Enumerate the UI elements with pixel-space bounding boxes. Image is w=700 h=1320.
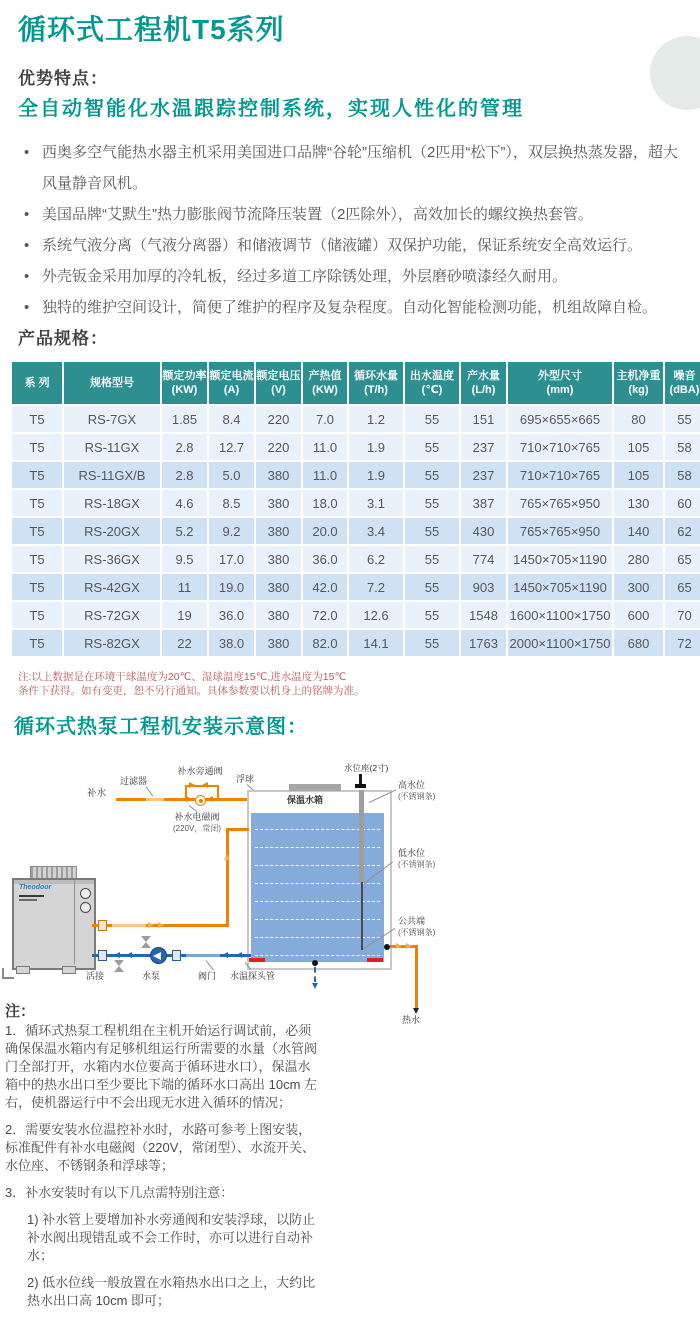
table-cell: 1.9 (349, 434, 403, 460)
table-cell: 710×710×765 (508, 434, 612, 460)
table-cell: 55 (405, 574, 459, 600)
diagram-label-float-ball: 浮球 (236, 774, 255, 784)
table-cell: T5 (12, 546, 62, 572)
corner-decoration (650, 36, 700, 110)
table-cell: 55 (665, 406, 700, 432)
solenoid-valve-icon (195, 795, 206, 806)
table-cell: 1450×705×1190 (508, 574, 612, 600)
table-cell: 11.0 (303, 434, 347, 460)
table-cell: T5 (12, 574, 62, 600)
table-header-cell: 外型尺寸 (mm) (508, 362, 612, 404)
table-cell: 7.2 (349, 574, 403, 600)
diagram-label-valve: 阀门 (198, 971, 217, 981)
table-cell: T5 (12, 630, 62, 656)
table-cell: RS-11GX/B (64, 462, 160, 488)
table-cell: 8.5 (209, 490, 254, 516)
table-cell: 765×765×950 (508, 490, 612, 516)
table-cell: 5.2 (162, 518, 207, 544)
tank-lid (289, 784, 341, 791)
table-header-cell: 系 列 (12, 362, 62, 404)
table-cell: 82.0 (303, 630, 347, 656)
table-cell: RS-42GX (64, 574, 160, 600)
solenoid-leader-line (189, 805, 197, 812)
supply-pipe-top (229, 828, 249, 831)
diagram-label-tank: 保温水箱 (287, 795, 324, 805)
footnote-line-2: 条件下获得。如有变更，恕不另行通知。具体参数要以机身上的铭牌为准。 (18, 684, 365, 697)
features-heading: 优势特点： (18, 69, 108, 88)
table-cell: 6.2 (349, 546, 403, 572)
table-cell: RS-72GX (64, 602, 160, 628)
table-cell: 1548 (461, 602, 506, 628)
valve-leader-line (206, 960, 214, 970)
table-cell: 55 (405, 434, 459, 460)
drain-arrow-icon (312, 983, 318, 989)
level-seat-cap (355, 784, 366, 788)
logo-subtext (19, 895, 44, 897)
table-cell: RS-20GX (64, 518, 160, 544)
filter-leader-line (146, 786, 154, 796)
table-cell: 430 (461, 518, 506, 544)
level-probe-tube (359, 790, 364, 882)
table-cell: 1.2 (349, 406, 403, 432)
table-cell: 903 (461, 574, 506, 600)
spec-table-body (12, 406, 700, 656)
table-cell: T5 (12, 602, 62, 628)
table-cell: T5 (12, 490, 62, 516)
features-list (18, 137, 684, 323)
note-item: 3．补水安装时有以下几点需特别注意： (5, 1185, 234, 1200)
table-row (12, 602, 700, 628)
table-cell: 280 (614, 546, 663, 572)
table-cell: 237 (461, 434, 506, 460)
table-row (12, 518, 700, 544)
table-cell: RS-36GX (64, 546, 160, 572)
install-heading: 循环式热泵工程机安装示意图： (14, 716, 308, 738)
table-cell: 58 (665, 462, 700, 488)
table-cell: 380 (256, 602, 301, 628)
diagram-label-low-level: 低水位 (398, 848, 426, 858)
table-header-cell: 循环水量 (T/h) (349, 362, 403, 404)
table-cell: T5 (12, 434, 62, 460)
table-cell: 300 (614, 574, 663, 600)
table-cell: 36.0 (209, 602, 254, 628)
notes-heading: 注： (5, 1003, 36, 1020)
table-row (12, 546, 700, 572)
table-row (12, 490, 700, 516)
flow-arrow-icon (202, 782, 208, 788)
drain-pipe (314, 967, 316, 982)
hot-water-pipe-h (390, 945, 418, 948)
diagram-label-makeup-water: 补水 (86, 788, 106, 799)
water-pump-icon (150, 947, 167, 964)
table-cell: 18.0 (303, 490, 347, 516)
table-cell: 380 (256, 462, 301, 488)
specs-heading: 产品规格： (18, 329, 108, 348)
table-cell: 600 (614, 602, 663, 628)
installation-diagram (0, 752, 700, 1037)
table-cell: 70 (665, 602, 700, 628)
table-cell: 22 (162, 630, 207, 656)
table-cell: RS-7GX (64, 406, 160, 432)
diagram-label-steel-bar: (不锈钢条) (398, 860, 436, 869)
union-joint-icon (172, 950, 181, 961)
unit-base-pipe (2, 968, 14, 979)
table-cell: 55 (405, 490, 459, 516)
flow-arrow-icon (126, 952, 132, 958)
diagram-label-common-end: 公共端 (398, 916, 426, 926)
table-cell: RS-11GX (64, 434, 160, 460)
table-cell: 220 (256, 406, 301, 432)
valve-icon (141, 936, 151, 948)
flow-arrow-icon (186, 796, 192, 802)
table-cell: 17.0 (209, 546, 254, 572)
table-cell: 105 (614, 462, 663, 488)
table-cell: 380 (256, 518, 301, 544)
table-cell: 710×710×765 (508, 462, 612, 488)
diagram-label-solenoid-spec: (220V，常闭) (172, 824, 221, 833)
table-cell: 12.7 (209, 434, 254, 460)
footnote-line-1: 注:以上数据是在环境干球温度为20℃、湿球温度15℃,进水温度为15℃ (18, 671, 347, 683)
table-header-cell: 额定电流 (A) (209, 362, 254, 404)
table-cell: 4.6 (162, 490, 207, 516)
flow-arrow-icon (396, 943, 402, 949)
table-cell: 62 (665, 518, 700, 544)
unit-knob-icon (80, 902, 91, 913)
table-cell: T5 (12, 462, 62, 488)
table-cell: 19.0 (209, 574, 254, 600)
table-cell: 3.4 (349, 518, 403, 544)
table-cell: 3.1 (349, 490, 403, 516)
temp-probe-tube-left (249, 958, 265, 962)
union-joint-icon (98, 920, 107, 931)
table-cell: 9.2 (209, 518, 254, 544)
spec-table (10, 360, 700, 658)
flow-arrow-icon (207, 796, 213, 802)
table-cell: 36.0 (303, 546, 347, 572)
unit-knob-icon (80, 888, 91, 899)
table-cell: 12.6 (349, 602, 403, 628)
note-item: 1．循环式热泵工程机组在主机开始运行调试前，必须确保保温水箱内有足够机组运行所需要的水量（水管阀门全部打开，水箱内水位要高于循环进水口），保温水箱中的热水出口至少要比下端的循环水口高出 10cm 左右，使机器运行中不会出现无水进入循环的情况； (5, 1023, 318, 1110)
table-cell: 1600×1100×1750 (508, 602, 612, 628)
table-cell: 55 (405, 518, 459, 544)
table-cell: 380 (256, 490, 301, 516)
table-cell: 2.8 (162, 462, 207, 488)
table-cell: 20.0 (303, 518, 347, 544)
table-cell: 19 (162, 602, 207, 628)
table-cell: 1450×705×1190 (508, 546, 612, 572)
table-cell: 9.5 (162, 546, 207, 572)
flow-arrow-icon (236, 952, 242, 958)
table-cell: 5.0 (209, 462, 254, 488)
table-cell: 1.9 (349, 462, 403, 488)
diagram-label-bypass-valve: 补水旁通阀 (177, 766, 223, 776)
table-cell: T5 (12, 518, 62, 544)
unit-foot (16, 966, 30, 974)
table-header-cell: 噪音 (dBA) (665, 362, 700, 404)
diagram-label-hot-water: 热水 (402, 1015, 421, 1025)
table-cell: 58 (665, 434, 700, 460)
hot-water-arrow-icon (413, 1008, 419, 1014)
table-cell: T5 (12, 406, 62, 432)
table-header-cell: 额定功率 (KW) (162, 362, 207, 404)
feature-item: • 西奥多空气能热水器主机采用美国进口品牌“谷轮”压缩机（2匹用“松下”），双层换热蒸发器，超大风量静音风机。 (18, 137, 684, 199)
unit-foot (62, 966, 76, 974)
feature-item: • 美国品牌“艾默生”热力膨胀阀节流降压装置（2匹除外），高效加长的螺纹换热套管。 (18, 199, 684, 230)
hot-water-pipe-v (415, 945, 418, 1008)
supply-pipe-v (226, 828, 229, 927)
flow-arrow-icon (114, 952, 120, 958)
table-cell: 105 (614, 434, 663, 460)
diagram-label-union: 活接 (86, 971, 105, 981)
table-cell: 774 (461, 546, 506, 572)
table-cell: 2.8 (162, 434, 207, 460)
tank-water (251, 813, 384, 962)
diagram-label-steel-bar: (不锈钢条) (398, 928, 436, 937)
table-cell: 42.0 (303, 574, 347, 600)
water-level-line (255, 955, 380, 956)
diagram-label-level-seat: 水位座(2寸) (344, 763, 389, 773)
table-cell: 130 (614, 490, 663, 516)
logo-subtext (19, 899, 37, 901)
diagram-label-steel-bar: (不锈钢条) (398, 792, 436, 801)
table-row (12, 462, 700, 488)
note-item: 2．需要安装水位温控补水时，水路可参考上图安装，标准配件有补水电磁阀（220V，常闭型）、水流开关、水位座、不锈钢条和浮球等； (5, 1122, 315, 1173)
table-header-cell: 产水量 (L/h) (461, 362, 506, 404)
temp-probe-tube-right (367, 958, 383, 962)
note-item: 1) 补水管上要增加补水旁通阀和安装浮球，以防止补水阀出现错乱或不会工作时，亦可以进行自动补水； (27, 1212, 316, 1263)
table-header-cell: 规格型号 (64, 362, 160, 404)
table-cell: 55 (405, 406, 459, 432)
drain-port (312, 960, 318, 966)
table-header-cell: 出水温度 (℃) (405, 362, 459, 404)
table-cell: 1763 (461, 630, 506, 656)
flow-arrow-icon (224, 854, 230, 860)
table-cell: 140 (614, 518, 663, 544)
valve-icon (114, 960, 124, 972)
unit-panel-divider (74, 880, 75, 964)
table-cell: 11 (162, 574, 207, 600)
table-cell: 55 (405, 630, 459, 656)
table-cell: 55 (405, 602, 459, 628)
supply-pipe-light-seg (112, 924, 146, 927)
table-cell: 11.0 (303, 462, 347, 488)
table-header-cell: 主机净重 (kg) (614, 362, 663, 404)
page-title: 循环式工程机T5系列 (18, 14, 285, 45)
table-cell: 765×765×950 (508, 518, 612, 544)
table-cell: 380 (256, 574, 301, 600)
table-cell: 8.4 (209, 406, 254, 432)
diagram-label-solenoid-valve: 补水电磁阀 (174, 812, 220, 822)
brand-logo: Theodoor (19, 884, 52, 891)
filter-segment (146, 798, 164, 801)
table-header-cell: 额定电压 (V) (256, 362, 301, 404)
table-cell: 65 (665, 546, 700, 572)
flow-arrow-icon (158, 922, 164, 928)
flow-arrow-icon (148, 922, 154, 928)
table-footnote (18, 671, 365, 698)
diagram-label-temp-probe: 水温探头管 (230, 971, 276, 981)
table-row (12, 434, 700, 460)
table-cell: 55 (405, 546, 459, 572)
table-cell: RS-82GX (64, 630, 160, 656)
table-cell: 7.0 (303, 406, 347, 432)
table-cell: 380 (256, 630, 301, 656)
feature-item: • 外壳钣金采用加厚的冷轧板，经过多道工序除锈处理，外层磨砂喷漆经久耐用。 (18, 261, 684, 292)
spec-table-head (12, 362, 700, 404)
table-cell: 695×655×665 (508, 406, 612, 432)
table-cell: 72.0 (303, 602, 347, 628)
flow-arrow-icon (406, 943, 412, 949)
table-cell: 1.85 (162, 406, 207, 432)
table-cell: 380 (256, 546, 301, 572)
table-row (12, 574, 700, 600)
table-cell: 151 (461, 406, 506, 432)
feature-item: • 独特的维护空间设计，简便了维护的程序及复杂程度。自动化智能检测功能，机组故障自检。 (18, 292, 684, 323)
flow-arrow-icon (189, 782, 195, 788)
note-item: 2) 低水位线一般放置在水箱热水出口之上，大约比热水出口高 10cm 即可； (27, 1275, 316, 1308)
table-header-cell: 产热值 (KW) (303, 362, 347, 404)
table-cell: 60 (665, 490, 700, 516)
table-cell: 220 (256, 434, 301, 460)
diagram-label-pump: 水泵 (142, 971, 161, 981)
diagram-label-filter: 过滤器 (120, 776, 148, 786)
return-pipe-light-seg (186, 954, 220, 957)
diagram-label-high-level: 高水位 (398, 780, 426, 790)
table-row (12, 630, 700, 656)
table-cell: 237 (461, 462, 506, 488)
table-cell: 2000×1100×1750 (508, 630, 612, 656)
table-cell: 38.0 (209, 630, 254, 656)
table-cell: RS-18GX (64, 490, 160, 516)
table-row (12, 406, 700, 432)
flow-arrow-icon (222, 952, 228, 958)
table-cell: 55 (405, 462, 459, 488)
table-cell: 80 (614, 406, 663, 432)
table-cell: 65 (665, 574, 700, 600)
union-joint-icon (98, 950, 107, 961)
feature-item: • 系统气液分离（气液分离器）和储液调节（储液罐）双保护功能，保证系统安全高效运行。 (18, 230, 684, 261)
table-cell: 14.1 (349, 630, 403, 656)
table-cell: 387 (461, 490, 506, 516)
features-subtitle: 全自动智能化水温跟踪控制系统，实现人性化的管理 (18, 98, 524, 120)
table-cell: 72 (665, 630, 700, 656)
table-cell: 680 (614, 630, 663, 656)
notes-list (5, 1022, 321, 1319)
